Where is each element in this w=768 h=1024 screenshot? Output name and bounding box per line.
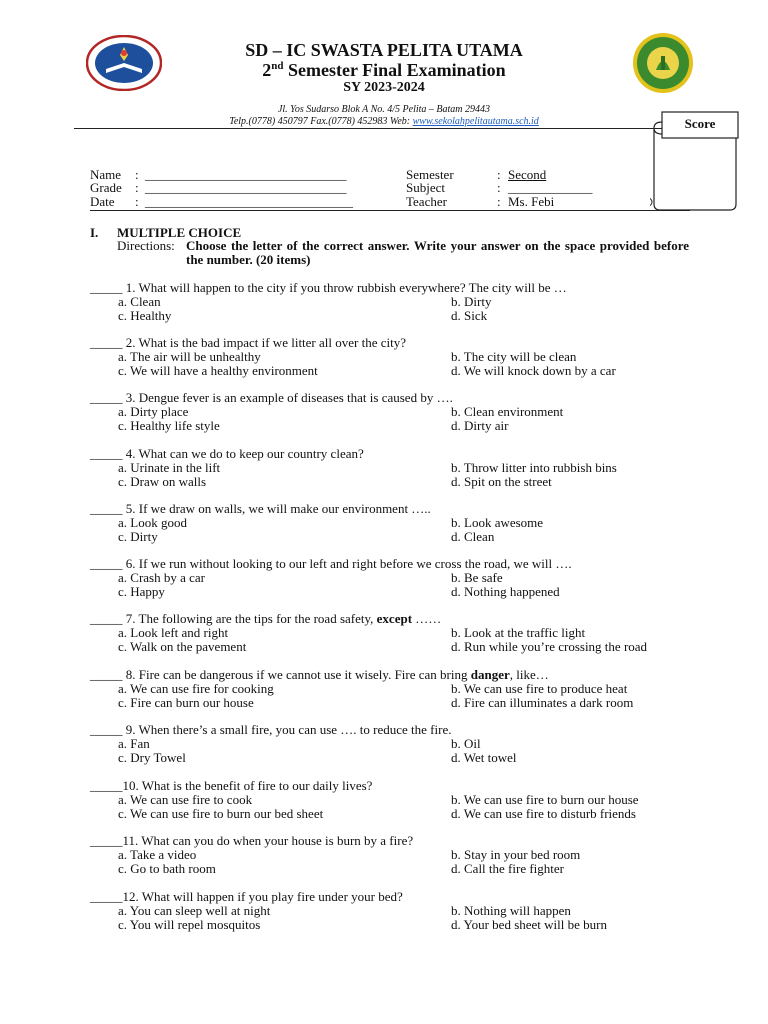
subject-colon: : [497, 180, 501, 195]
option-row [90, 626, 690, 640]
option-b: b. Oil [451, 736, 481, 751]
option-b: b. Look at the traffic light [451, 625, 586, 640]
option-row [90, 807, 690, 821]
option-a: a. Take a video [118, 847, 197, 862]
subject-label: Subject [406, 180, 445, 195]
option-row [90, 904, 690, 918]
question-stem [90, 668, 690, 682]
option-d: d. Dirty air [451, 418, 509, 433]
semester-value: Second [508, 167, 547, 182]
question-stem: _____ 1. What will happen to the city if you throw rubbish everywhere? The city will be … [90, 280, 567, 295]
question-stem-text: _____ 7. The following are the tips for the road safety, [90, 611, 377, 626]
option-d: d. Wet towel [451, 750, 517, 765]
option-row [90, 350, 690, 364]
question-item [90, 834, 690, 876]
subject-field[interactable]: _____________ [508, 180, 593, 195]
option-row [90, 516, 690, 530]
option-a: a. Clean [118, 294, 161, 309]
option-row [90, 751, 690, 765]
option-c: c. You will repel mosquitos [118, 917, 261, 932]
option-a: a. You can sleep well at night [118, 903, 271, 918]
question-item [90, 557, 690, 599]
option-b: b. Look awesome [451, 515, 544, 530]
option-row [90, 585, 690, 599]
option-a: a. Crash by a car [118, 570, 205, 585]
option-row [90, 405, 690, 419]
grade-field[interactable]: _______________________________ [145, 180, 347, 195]
question-item [90, 281, 690, 323]
question-stem: _____12. What will happen if you play fire under your bed? [90, 889, 403, 904]
option-row [90, 696, 690, 710]
option-a: a. Dirty place [118, 404, 189, 419]
option-row [90, 640, 690, 654]
date-field[interactable]: ________________________________ [145, 194, 353, 209]
option-c: c. We will have a healthy environment [118, 363, 318, 378]
question-stem: _____ 4. What can we do to keep our country clean? [90, 446, 364, 461]
exam-suffix: nd [271, 60, 284, 72]
option-d: d. Clean [451, 529, 495, 544]
question-item [90, 779, 690, 821]
option-d: d. We can use fire to disturb friends [451, 806, 636, 821]
semester-colon: : [497, 167, 501, 182]
directions [117, 239, 689, 267]
question-item [90, 723, 690, 765]
contact-text: Telp.(0778) 450797 Fax.(0778) 452983 Web: [229, 116, 413, 127]
question-stem: _____11. What can you do when your house is burn by a fire? [90, 833, 414, 848]
option-a: a. We can use fire to cook [118, 792, 253, 807]
score-label: Score [684, 116, 716, 131]
option-row [90, 364, 690, 378]
option-row [90, 475, 690, 489]
option-row [90, 682, 690, 696]
option-b: b. Throw litter into rubbish bins [451, 460, 617, 475]
option-a: a. Look left and right [118, 625, 229, 640]
header-divider [74, 128, 679, 129]
school-year: SY 2023-2024 [343, 80, 425, 95]
option-c: c. Draw on walls [118, 474, 207, 489]
question-stem-emphasis: danger [470, 667, 510, 682]
option-b: b. Be safe [451, 570, 503, 585]
option-row [90, 571, 690, 585]
teacher-value: Ms. Febi [508, 194, 555, 209]
grade-label: Grade [90, 180, 122, 195]
option-c: c. Happy [118, 584, 165, 599]
question-stem: _____ 5. If we draw on walls, we will make our environment ….. [90, 501, 431, 516]
question-item [90, 502, 690, 544]
question-stem: _____ 2. What is the bad impact if we litter all over the city? [90, 335, 406, 350]
school-name: SD – IC SWASTA PELITA UTAMA [245, 40, 523, 60]
question-stem-end: …… [412, 611, 442, 626]
section-number: I. [90, 225, 99, 240]
question-stem-text: _____ 8. Fire can be dangerous if we cannot use it wisely. Fire can bring [90, 667, 471, 682]
option-row [90, 737, 690, 751]
question-stem-end: , like… [509, 667, 549, 682]
option-row [90, 530, 690, 544]
option-row [90, 461, 690, 475]
option-d: d. Sick [451, 308, 488, 323]
option-d: d. Fire can illuminates a dark room [451, 695, 634, 710]
question-item [90, 447, 690, 489]
directions-text: Choose the letter of the correct answer. Write your answer on the space provided before the number. (20 items) [186, 238, 689, 267]
option-row [90, 419, 690, 433]
option-row [90, 793, 690, 807]
option-c: c. Walk on the pavement [118, 639, 247, 654]
question-item [90, 336, 690, 378]
option-a: a. Fan [118, 736, 150, 751]
option-c: c. Healthy life style [118, 418, 220, 433]
name-field[interactable]: _______________________________ [145, 167, 347, 182]
section-title: MULTIPLE CHOICE [117, 225, 242, 240]
date-colon: : [135, 194, 139, 209]
question-stem: _____ 3. Dengue fever is an example of diseases that is caused by …. [90, 390, 453, 405]
option-row [90, 295, 690, 309]
option-c: c. Fire can burn our house [118, 695, 254, 710]
option-c: c. Go to bath room [118, 861, 216, 876]
option-c: c. Dirty [118, 529, 158, 544]
option-a: a. Look good [118, 515, 187, 530]
option-b: b. The city will be clean [451, 349, 577, 364]
name-label: Name [90, 167, 122, 182]
question-stem: _____ 6. If we run without looking to our left and right before we cross the road, we will …. [90, 556, 572, 571]
score-box [650, 110, 742, 212]
question-stem [90, 612, 690, 626]
option-a: a. Urinate in the lift [118, 460, 221, 475]
grade-colon: : [135, 180, 139, 195]
option-d: d. We will knock down by a car [451, 363, 616, 378]
option-row [90, 862, 690, 876]
teacher-colon: : [497, 194, 501, 209]
website-link[interactable]: www.sekolahpelitautama.sch.id [412, 116, 539, 127]
school-address: Jl. Yos Sudarso Blok A No. 4/5 Pelita – Batam 29443 [277, 104, 491, 115]
option-row [90, 848, 690, 862]
question-item [90, 612, 690, 654]
option-d: d. Call the fire fighter [451, 861, 564, 876]
semester-label: Semester [406, 167, 454, 182]
option-row [90, 918, 690, 932]
option-d: d. Nothing happened [451, 584, 560, 599]
option-d: d. Your bed sheet will be burn [451, 917, 607, 932]
question-item [90, 391, 690, 433]
teacher-label: Teacher [406, 194, 447, 209]
directions-label: Directions: [117, 238, 175, 253]
question-item [90, 890, 690, 932]
exam-title-rest: Semester Final Examination [283, 60, 506, 80]
question-item [90, 668, 690, 710]
option-b: b. We can use fire to produce heat [451, 681, 628, 696]
option-c: c. Healthy [118, 308, 172, 323]
option-b: b. Clean environment [451, 404, 564, 419]
option-b: b. Nothing will happen [451, 903, 571, 918]
option-b: b. We can use fire to burn our house [451, 792, 639, 807]
option-c: c. Dry Towel [118, 750, 186, 765]
option-d: d. Spit on the street [451, 474, 552, 489]
option-c: c. We can use fire to burn our bed sheet [118, 806, 324, 821]
option-b: b. Dirty [451, 294, 492, 309]
date-label: Date [90, 194, 115, 209]
question-stem: _____10. What is the benefit of fire to our daily lives? [90, 778, 373, 793]
question-stem-emphasis: except [376, 611, 413, 626]
option-a: a. We can use fire for cooking [118, 681, 274, 696]
option-d: d. Run while you’re crossing the road [451, 639, 648, 654]
option-row [90, 309, 690, 323]
name-colon: : [135, 167, 139, 182]
identity-divider [90, 210, 690, 211]
option-b: b. Stay in your bed room [451, 847, 581, 862]
exam-number: 2 [262, 60, 272, 80]
option-a: a. The air will be unhealthy [118, 349, 261, 364]
exam-title [0, 60, 768, 81]
question-stem: _____ 9. When there’s a small fire, you can use …. to reduce the fire. [90, 722, 452, 737]
